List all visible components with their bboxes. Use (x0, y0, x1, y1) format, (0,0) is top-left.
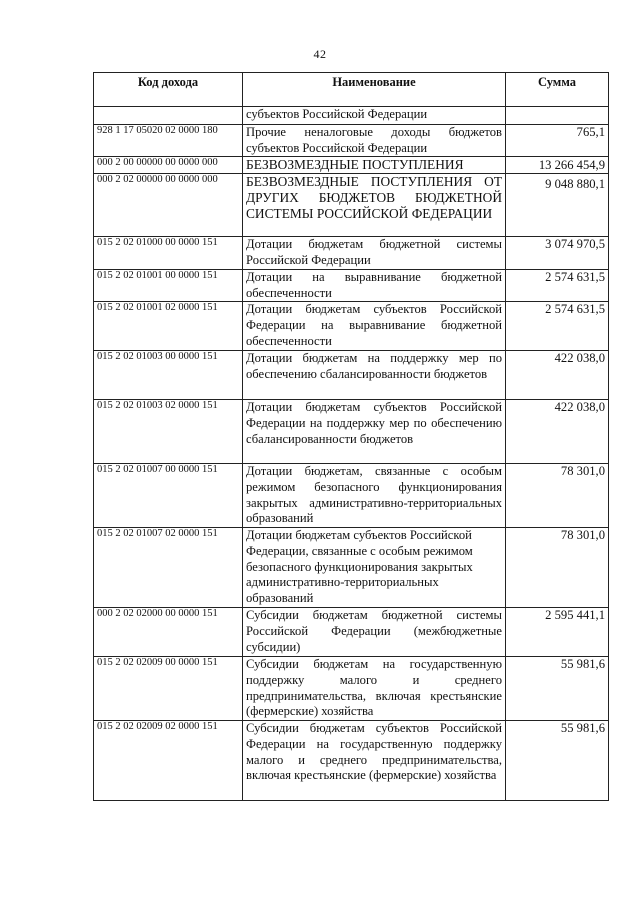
row-sum: 422 038,0 (506, 400, 609, 464)
row-code: 015 2 02 02009 00 0000 151 (94, 657, 243, 721)
row-name: БЕЗВОЗМЕЗДНЫЕ ПОСТУПЛЕНИЯ (243, 157, 506, 174)
table-header-row (94, 73, 609, 107)
row-sum: 422 038,0 (506, 351, 609, 400)
row-name: Субсидии бюджетам субъектов Российской Федерации на государственную поддержку малого и среднего предпринимательства, включая крестьянские (фермерские) хозяйства (243, 721, 506, 801)
row-code: 928 1 17 05020 02 0000 180 (94, 125, 243, 157)
row-code: 015 2 02 01001 00 0000 151 (94, 270, 243, 302)
row-name: Дотации бюджетам субъектов Российской Федерации на поддержку мер по обеспечению сбалансированности бюджетов (243, 400, 506, 464)
row-name: Дотации бюджетам, связанные с особым режимом безопасного функционирования закрытых административно-территориальных образований (243, 464, 506, 528)
table-row (94, 270, 609, 302)
page-number: 42 (313, 47, 327, 61)
table-row (94, 237, 609, 270)
row-sum: 78 301,0 (506, 464, 609, 528)
table-row (94, 107, 609, 125)
row-name: Субсидии бюджетам бюджетной системы Российской Федерации (межбюджетные субсидии) (243, 608, 506, 657)
row-sum: 78 301,0 (506, 528, 609, 608)
row-code: 015 2 02 02009 02 0000 151 (94, 721, 243, 801)
row-sum: 3 074 970,5 (506, 237, 609, 270)
row-name: Прочие неналоговые доходы бюджетов субъектов Российской Федерации (243, 125, 506, 157)
table-row (94, 528, 609, 608)
table-row (94, 174, 609, 237)
table-row (94, 721, 609, 801)
table-row (94, 464, 609, 528)
row-code: 000 2 02 00000 00 0000 000 (94, 174, 243, 237)
row-name: субъектов Российской Федерации (243, 107, 506, 125)
row-name: Дотации бюджетам бюджетной системы Российской Федерации (243, 237, 506, 270)
row-code: 015 2 02 01003 00 0000 151 (94, 351, 243, 400)
table-row (94, 351, 609, 400)
table-row (94, 400, 609, 464)
table-row (94, 157, 609, 174)
row-code: 000 2 00 00000 00 0000 000 (94, 157, 243, 174)
table-row (94, 125, 609, 157)
row-sum: 55 981,6 (506, 657, 609, 721)
row-code: 015 2 02 01001 02 0000 151 (94, 302, 243, 351)
row-sum: 55 981,6 (506, 721, 609, 801)
row-code: 015 2 02 01000 00 0000 151 (94, 237, 243, 270)
row-sum: 765,1 (506, 125, 609, 157)
header-sum: Сумма (506, 73, 609, 107)
row-sum (506, 107, 609, 125)
row-code: 015 2 02 01007 00 0000 151 (94, 464, 243, 528)
table-row (94, 608, 609, 657)
header-code: Код дохода (94, 73, 243, 107)
row-name: Дотации бюджетам субъектов Российской Федерации на выравнивание бюджетной обеспеченности (243, 302, 506, 351)
row-sum: 2 574 631,5 (506, 270, 609, 302)
row-name: Дотации бюджетам субъектов Российской Федерации, связанные с особым режимом безопасного функционирования закрытых административно-территориальных образований (243, 528, 506, 608)
row-code: 015 2 02 01007 02 0000 151 (94, 528, 243, 608)
header-name: Наименование (243, 73, 506, 107)
table-row (94, 302, 609, 351)
row-sum: 9 048 880,1 (506, 174, 609, 237)
table-row (94, 657, 609, 721)
row-name: Дотации на выравнивание бюджетной обеспеченности (243, 270, 506, 302)
row-code: 015 2 02 01003 02 0000 151 (94, 400, 243, 464)
revenue-table (93, 72, 609, 801)
row-sum: 13 266 454,9 (506, 157, 609, 174)
row-sum: 2 595 441,1 (506, 608, 609, 657)
row-name: Субсидии бюджетам на государственную поддержку малого и среднего предпринимательства, включая крестьянские (фермерские) хозяйства (243, 657, 506, 721)
row-code (94, 107, 243, 125)
row-sum: 2 574 631,5 (506, 302, 609, 351)
row-name: Дотации бюджетам на поддержку мер по обеспечению сбалансированности бюджетов (243, 351, 506, 400)
row-name: БЕЗВОЗМЕЗДНЫЕ ПОСТУПЛЕНИЯ ОТ ДРУГИХ БЮДЖЕТОВ БЮДЖЕТНОЙ СИСТЕМЫ РОССИЙСКОЙ ФЕДЕРАЦИИ (243, 174, 506, 237)
row-code: 000 2 02 02000 00 0000 151 (94, 608, 243, 657)
